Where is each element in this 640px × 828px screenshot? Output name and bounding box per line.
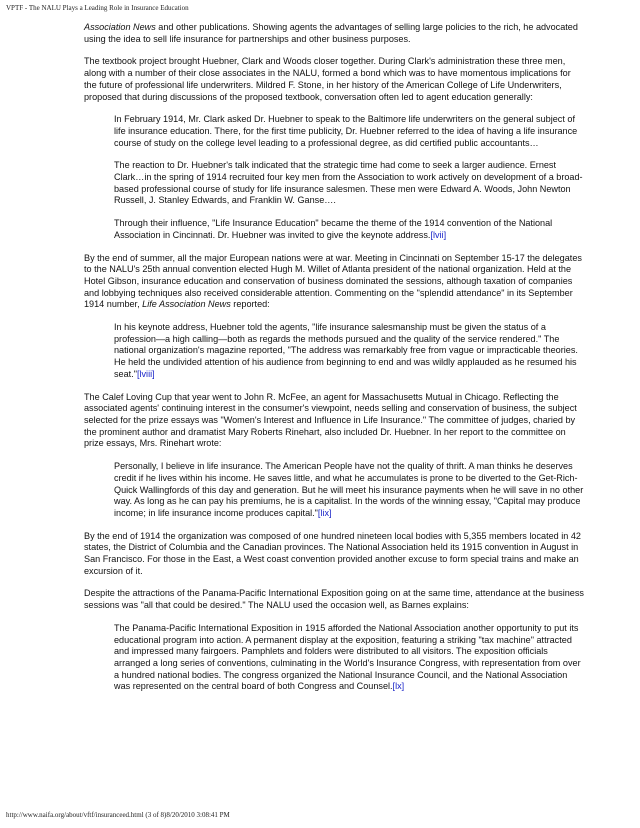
- block-quote: [114, 114, 584, 241]
- footnote-link-lvii[interactable]: [lvii]: [430, 229, 447, 240]
- paragraph-text: and other publications. Showing agents the advantages of selling large policies to the rich, he advocated using the idea to sell life insurance for partnerships and other business purposes.: [84, 22, 578, 44]
- paragraph: [84, 253, 584, 312]
- paragraph: The textbook project brought Huebner, Clark and Woods closer together. During Clark's administration these three men, along with a number of their close associates in the NALU, formed a bond which was to have momentous implications for the future of professional life underwriters. Mildred F. Stone, in her history of the American College of Life Underwriters, proposed that during discussions of the proposed textbook, conversation often led to agent education generally:: [84, 56, 571, 102]
- quote-paragraph: [114, 623, 584, 693]
- page-footer-url: http://www.naifa.org/about/vftf/insuranceed.html (3 of 8)8/20/2010 3:08:41 PM: [6, 811, 230, 819]
- article-body: [84, 22, 584, 704]
- block-quote: [114, 461, 584, 520]
- publication-title: Life Association News: [142, 299, 231, 310]
- quote-text: Personally, I believe in life insurance. The American People have not the quality of thrift. A man thinks he deserves credit if he lives within his income. He saves little, and what he accumulates is prone to be diverted to the Get-Rich-Quick Wallingfords of this day and generation. But he will meet his insurance payments when he will save in no other way. As long as he can pay his premiums, he is a capitalist. In the words of the winning essay, "Capital may produce income; in life insurance income produces capital.": [114, 461, 584, 518]
- paragraph: Despite the attractions of the Panama-Pacific International Exposition going on at the same time, attendance at the business sessions was "all that could be desired." The NALU used the occasion well, as Barnes explains:: [84, 588, 584, 611]
- quote-paragraph: The reaction to Dr. Huebner's talk indicated that the strategic time had come to seek a larger audience. Ernest Clark…in the spring of 1914 recruited four key men from the Association to work actively on development of a broad-based professional course of study for life insurance salesmen. These men were Edward A. Woods, John Newton Russell, J. Stanley Edwards, and Franklin W. Ganse….: [114, 160, 583, 206]
- quote-paragraph: [114, 322, 584, 381]
- quote-paragraph: [114, 218, 584, 241]
- quote-text: The Panama-Pacific International Exposition in 1915 afforded the National Association another opportunity to put its educational program into action. A permanent display at the exposition, featuring a striking "tax machine" attracted and impressed many fairgoers. Pamphlets and folders were distributed to all visitors. The exposition officials arranged a long series of conventions, culminating in the World's Insurance Congress, with representation from over a hundred national bodies. The congress organized the National Insurance Council, and the National Association was represented on the central board of both Congress and Counsel.: [114, 622, 581, 692]
- paragraph-text: reported:: [230, 299, 270, 310]
- footnote-link-lix[interactable]: [lix]: [317, 507, 332, 518]
- paragraph: By the end of 1914 the organization was composed of one hundred nineteen local bodies with 5,355 members located in 42 states, the District of Columbia and the Canadian provinces. The National Association held its 1915 convention in August in San Francisco. For those in the East, a West coast convention provided another excuse to form special trains and make an excursion of it.: [84, 530, 581, 576]
- paragraph: [84, 22, 584, 45]
- quote-text: In his keynote address, Huebner told the agents, "life insurance salesmanship must be given the status of a profession—a high calling—both as regards the methods pursued and the quality of the service rendered." The national organization's magazine reported, "The address was remarkably free from vague or impracticable theories. He held the undivided attention of his audience from beginning to end and was wildly applauded as he resumed his seat.": [114, 322, 578, 379]
- page-header-title: VPTF - The NALU Plays a Leading Role in Insurance Education: [6, 4, 189, 12]
- block-quote: [114, 322, 584, 381]
- paragraph: The Calef Loving Cup that year went to John R. McFee, an agent for Massachusetts Mutual in Chicago. Reflecting the associated agents' continuing interest in the consumer's viewpoint, needs selling and conservation of business, the subject selected for the prize essays was "Women's Interest and Influence in Life Insurance." The committee of judges, charied by the prominent author and dramatist Mary Roberts Rinehart, also included Dr. Huebner. In her report to the committee on prize essays, Mrs. Rinehart wrote:: [84, 391, 577, 449]
- block-quote: [114, 623, 584, 693]
- footnote-link-lx[interactable]: [lx]: [392, 681, 405, 692]
- quote-paragraph: [114, 461, 584, 520]
- quote-text: Through their influence, "Life Insurance Education" became the theme of the 1914 convention of the National Association in Cincinnati. Dr. Huebner was invited to give the keynote address.: [114, 218, 553, 240]
- footnote-link-lviii[interactable]: [lviii]: [136, 368, 155, 379]
- quote-paragraph: In February 1914, Mr. Clark asked Dr. Huebner to speak to the Baltimore life underwriters on the general subject of life insurance education. There, for the first time publicity, Dr. Huebner referred to the idea of having a life insurance course of study on the college level leading to a professional degree, as did certified public accountants…: [114, 114, 578, 148]
- paragraph-text: By the end of summer, all the major European nations were at war. Meeting in Cincinnati on September 15-17 the delegates to the NALU's 25th annual convention elected Hugh M. Willet of Atlanta president of the national organization. Held at the Hotel Gibson, insurance education and conservation of business dominated the sessions, although taxation of companies and lobbying techniques also received considerable attention. Commenting on the "splendid attendance" in its September 1914 number,: [84, 252, 582, 310]
- publication-title: Association News: [84, 22, 156, 32]
